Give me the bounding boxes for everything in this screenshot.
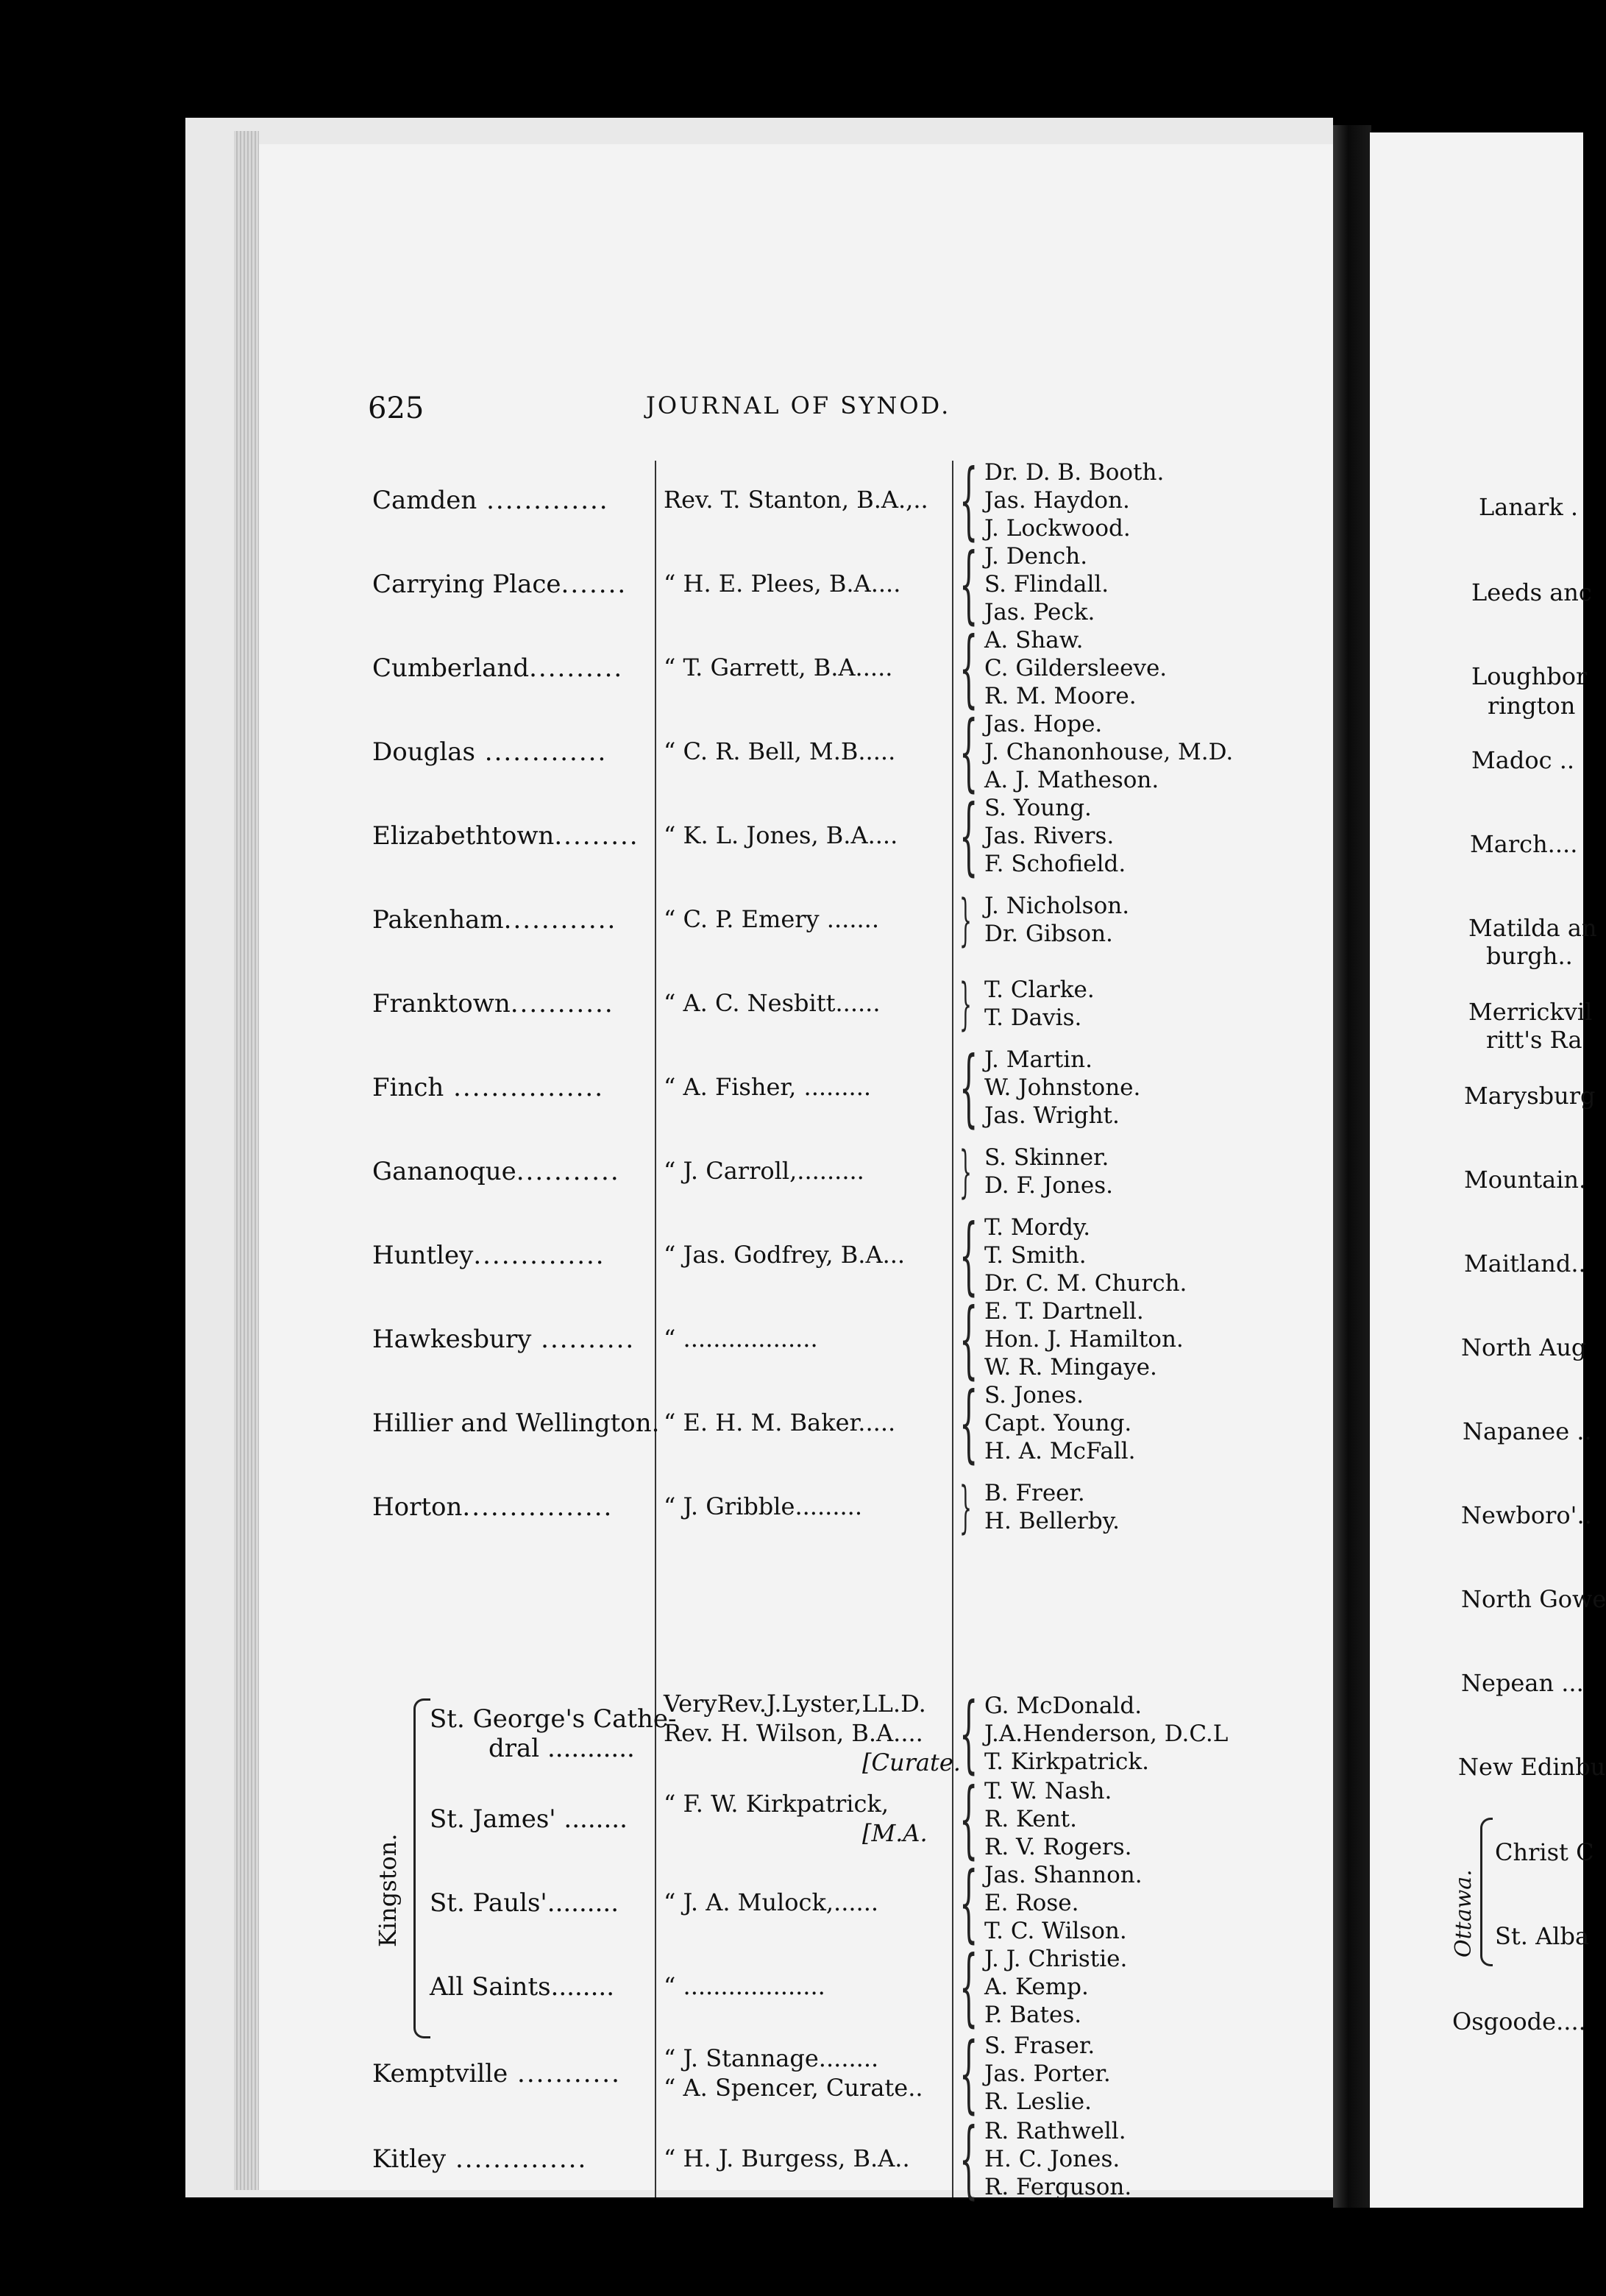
clergyman: “ C. P. Emery .......: [664, 905, 879, 933]
leader-dots: ...........: [508, 2059, 621, 2088]
lay-delegate: S. Young.: [984, 795, 1092, 821]
parish-name: [372, 1492, 613, 1522]
leader-dots: ...........: [510, 989, 614, 1018]
clergyman: [M.A.: [862, 1819, 928, 1847]
parish-label: Douglas: [372, 737, 475, 767]
lay-delegate: T. Mordy.: [984, 1214, 1091, 1241]
right-page-entry: rington: [1488, 692, 1576, 720]
lay-delegate: A. J. Matheson.: [984, 767, 1159, 793]
parish-label: Hawkesbury: [372, 1325, 532, 1354]
parish-name: [372, 1073, 604, 1102]
right-page-entry: New Edinbu: [1458, 1753, 1606, 1781]
right-page-entry: ritt's Ra: [1486, 1026, 1582, 1054]
clergyman: “ ...................: [664, 1972, 825, 2000]
clergyman: “ K. L. Jones, B.A....: [664, 821, 898, 849]
brace-icon: {: [959, 535, 978, 633]
right-page-entry: North Aug: [1461, 1333, 1587, 1361]
right-page-entry: March....: [1470, 830, 1578, 858]
parish-label: Carrying Place: [372, 570, 561, 599]
clergyman: “ H. J. Burgess, B.A..: [664, 2144, 910, 2172]
right-page-entry: North Gowe: [1461, 1585, 1606, 1613]
parish-name: [372, 1325, 635, 1354]
lay-delegate: J. J. Christie.: [984, 1946, 1128, 1972]
right-page-entry: St. Alba: [1495, 1922, 1590, 1950]
lay-delegate: Dr. D. B. Booth.: [984, 459, 1165, 486]
lay-delegate: J. Nicholson.: [984, 893, 1130, 919]
parish-name: [372, 737, 607, 767]
lay-delegate: G. McDonald.: [984, 1693, 1143, 1719]
leader-dots: .............: [475, 737, 608, 767]
ottawa-label: Ottawa.: [1451, 1869, 1477, 1957]
clergyman: “ E. H. M. Baker.....: [664, 1409, 896, 1436]
lay-delegate: B. Freer.: [984, 1480, 1085, 1506]
clergyman: “ T. Garrett, B.A.....: [664, 653, 893, 681]
lay-delegate: T. W. Nash.: [984, 1778, 1112, 1804]
brace-icon: {: [959, 2024, 978, 2122]
left-page: [259, 144, 1333, 2208]
lay-delegate: S. Skinner.: [984, 1144, 1109, 1171]
parish-name: [372, 2144, 587, 2174]
leader-dots: ................: [462, 1492, 614, 1522]
parish-name: [372, 2059, 621, 2088]
parish-name: All Saints........: [430, 1972, 615, 2002]
leader-dots: ..............: [446, 2144, 588, 2174]
parish-label: Gananoque: [372, 1157, 516, 1186]
right-page-entry: Mountain.: [1464, 1166, 1587, 1194]
parish-label: Cumberland: [372, 653, 530, 683]
clergyman: Rev. T. Stanton, B.A.,..: [664, 486, 928, 514]
running-head: JOURNAL OF SYNOD.: [646, 391, 951, 419]
parish-name: [372, 486, 609, 515]
parish-label: Franktown: [372, 989, 511, 1018]
lay-delegate: R. Ferguson.: [984, 2174, 1132, 2200]
lay-delegate: T. Kirkpatrick.: [984, 1748, 1150, 1775]
lay-delegate: S. Flindall.: [984, 571, 1109, 598]
lay-delegate: T. Smith.: [984, 1242, 1087, 1269]
brace-icon: {: [959, 451, 978, 549]
lay-delegate: Dr. C. M. Church.: [984, 1270, 1187, 1297]
right-page-entry: Lanark .: [1479, 493, 1579, 521]
parish-label: Hillier and Wellington.: [372, 1409, 660, 1438]
lay-delegate: Hon. J. Hamilton.: [984, 1326, 1184, 1353]
lay-delegate: E. Rose.: [984, 1890, 1079, 1916]
right-page-entry: Madoc ..: [1471, 746, 1575, 774]
parish-name: dral ...........: [488, 1734, 635, 1763]
clergyman: [Curate.: [862, 1748, 961, 1776]
parish-name: St. Pauls'.........: [430, 1888, 619, 1918]
lay-delegate: R. Rathwell.: [984, 2118, 1126, 2144]
lay-delegate: T. Clarke.: [984, 977, 1095, 1003]
leader-dots: ..........: [529, 653, 624, 683]
lay-delegate: J. Lockwood.: [984, 515, 1131, 542]
right-page-entry: Leeds anc: [1471, 578, 1592, 606]
brace-icon: {: [959, 619, 978, 717]
brace-icon: }: [959, 887, 972, 952]
brace-icon: {: [959, 1038, 978, 1136]
lay-delegate: Jas. Shannon.: [984, 1862, 1143, 1888]
lay-delegate: R. M. Moore.: [984, 683, 1137, 709]
parish-label: Horton: [372, 1492, 463, 1522]
brace-icon: {: [959, 2110, 978, 2208]
lay-delegate: R. Kent.: [984, 1806, 1077, 1832]
clergyman: “ J. Stannage........: [664, 2044, 879, 2072]
lay-delegate: Jas. Wright.: [984, 1102, 1120, 1129]
parish-name: [372, 570, 627, 599]
ottawa-brace: [1480, 1818, 1493, 1966]
clergyman: “ A. Fisher, .........: [664, 1073, 872, 1101]
book-gutter: [1333, 125, 1371, 2208]
column-rule-left: [655, 461, 656, 2197]
leader-dots: .............: [477, 486, 609, 515]
brace-icon: {: [959, 1854, 978, 1952]
brace-icon: {: [959, 1770, 978, 1868]
lay-delegate: T. Davis.: [984, 1005, 1082, 1031]
lay-delegate: H. C. Jones.: [984, 2146, 1120, 2172]
clergyman: “ J. A. Mulock,......: [664, 1888, 879, 1916]
parish-label: Camden: [372, 486, 477, 515]
parish-name: [372, 1157, 620, 1186]
leader-dots: ................: [444, 1073, 605, 1102]
lay-delegate: E. T. Dartnell.: [984, 1298, 1144, 1325]
lay-delegate: W. R. Mingaye.: [984, 1354, 1157, 1381]
leader-dots: ..............: [473, 1241, 605, 1270]
parish-name: [372, 1409, 660, 1438]
lay-delegate: J. Dench.: [984, 543, 1088, 570]
parish-name: St. George's Cathe-: [430, 1704, 677, 1734]
clergyman: “ J. Carroll,.........: [664, 1157, 864, 1185]
clergyman: Rev. H. Wilson, B.A....: [664, 1719, 923, 1747]
lay-delegate: S. Jones.: [984, 1382, 1084, 1409]
parish-name: [372, 905, 617, 935]
lay-delegate: Dr. Gibson.: [984, 921, 1113, 947]
column-rule-right: [952, 461, 953, 2197]
page-edges: [234, 131, 259, 2190]
lay-delegate: R. V. Rogers.: [984, 1834, 1132, 1860]
lay-delegate: H. A. McFall.: [984, 1438, 1136, 1464]
brace-icon: }: [959, 971, 972, 1036]
right-page-entry: Loughbor: [1471, 662, 1588, 690]
leader-dots: ............: [503, 905, 617, 935]
right-page-entry: Napanee ..: [1463, 1417, 1592, 1445]
lay-delegate: H. Bellerby.: [984, 1508, 1120, 1534]
lay-delegate: T. C. Wilson.: [984, 1918, 1127, 1944]
brace-icon: {: [959, 703, 978, 801]
parish-label: Finch: [372, 1073, 444, 1102]
clergyman: “ F. W. Kirkpatrick,: [664, 1790, 889, 1818]
parish-name: [372, 653, 623, 683]
parish-name: [372, 821, 639, 851]
clergyman: “ A. Spencer, Curate..: [664, 2074, 923, 2102]
lay-delegate: Jas. Haydon.: [984, 487, 1130, 514]
kingston-label: Kingston.: [374, 1833, 402, 1947]
lay-delegate: P. Bates.: [984, 2002, 1082, 2028]
brace-icon: {: [959, 787, 978, 885]
right-page-entry: Matilda an: [1468, 914, 1597, 942]
clergyman: “ H. E. Plees, B.A....: [664, 570, 901, 598]
right-page-entry: Merrickvil: [1468, 998, 1593, 1026]
clergyman: “ J. Gribble.........: [664, 1492, 862, 1520]
lay-delegate: W. Johnstone.: [984, 1074, 1141, 1101]
lay-delegate: S. Fraser.: [984, 2033, 1095, 2059]
clergyman: “ Jas. Godfrey, B.A...: [664, 1241, 906, 1269]
lay-delegate: D. F. Jones.: [984, 1172, 1114, 1199]
clergyman: VeryRev.J.Lyster,LL.D.: [664, 1690, 926, 1718]
parish-name: [372, 1241, 605, 1270]
lay-delegate: Jas. Rivers.: [984, 823, 1115, 849]
lay-delegate: Jas. Hope.: [984, 711, 1103, 737]
right-page-entry: Maitland..: [1464, 1250, 1586, 1278]
lay-delegate: F. Schofield.: [984, 851, 1126, 877]
brace-icon: {: [959, 1684, 978, 1782]
leader-dots: .......: [561, 570, 628, 599]
right-page-entry: Osgoode....: [1452, 2008, 1586, 2035]
clergyman: “ A. C. Nesbitt......: [664, 989, 881, 1017]
brace-icon: }: [959, 1138, 972, 1204]
brace-icon: {: [959, 1374, 978, 1472]
lay-delegate: C. Gildersleeve.: [984, 655, 1168, 681]
lay-delegate: A. Kemp.: [984, 1974, 1089, 2000]
clergyman: “ C. R. Bell, M.B.....: [664, 737, 896, 765]
parish-label: Pakenham: [372, 905, 504, 935]
page-number: 625: [368, 391, 424, 425]
parish-name: St. James' ........: [430, 1804, 628, 1834]
clergyman: “ ..................: [664, 1325, 818, 1353]
lay-delegate: A. Shaw.: [984, 627, 1084, 653]
brace-icon: {: [959, 1290, 978, 1388]
parish-label: Kemptville: [372, 2059, 508, 2088]
kingston-brace: [413, 1698, 430, 2038]
parish-label: Huntley: [372, 1241, 474, 1270]
lay-delegate: J. Chanonhouse, M.D.: [984, 739, 1234, 765]
right-page-fragment: [1370, 132, 1606, 2208]
lay-delegate: R. Leslie.: [984, 2088, 1092, 2115]
parish-label: Elizabethtown: [372, 821, 555, 851]
lay-delegate: Jas. Porter.: [984, 2061, 1111, 2087]
lay-delegate: Jas. Peck.: [984, 599, 1095, 626]
leader-dots: ...........: [516, 1157, 620, 1186]
right-page-entry: Nepean ...: [1461, 1669, 1584, 1697]
leader-dots: .........: [554, 821, 639, 851]
lay-delegate: Capt. Young.: [984, 1410, 1132, 1436]
right-page-entry: burgh..: [1486, 942, 1573, 970]
leader-dots: ..........: [531, 1325, 636, 1354]
brace-icon: }: [959, 1474, 972, 1539]
parish-label: Kitley: [372, 2144, 447, 2174]
right-page-entry: Newboro'..: [1461, 1501, 1592, 1529]
brace-icon: {: [959, 1206, 978, 1304]
lay-delegate: J. Martin.: [984, 1046, 1092, 1073]
right-page-entry: Christ C: [1495, 1838, 1594, 1866]
lay-delegate: J.A.Henderson, D.C.L: [984, 1721, 1229, 1747]
parish-name: [372, 989, 614, 1018]
right-page-entry: Marysburg: [1464, 1082, 1596, 1110]
brace-icon: {: [959, 1938, 978, 2035]
